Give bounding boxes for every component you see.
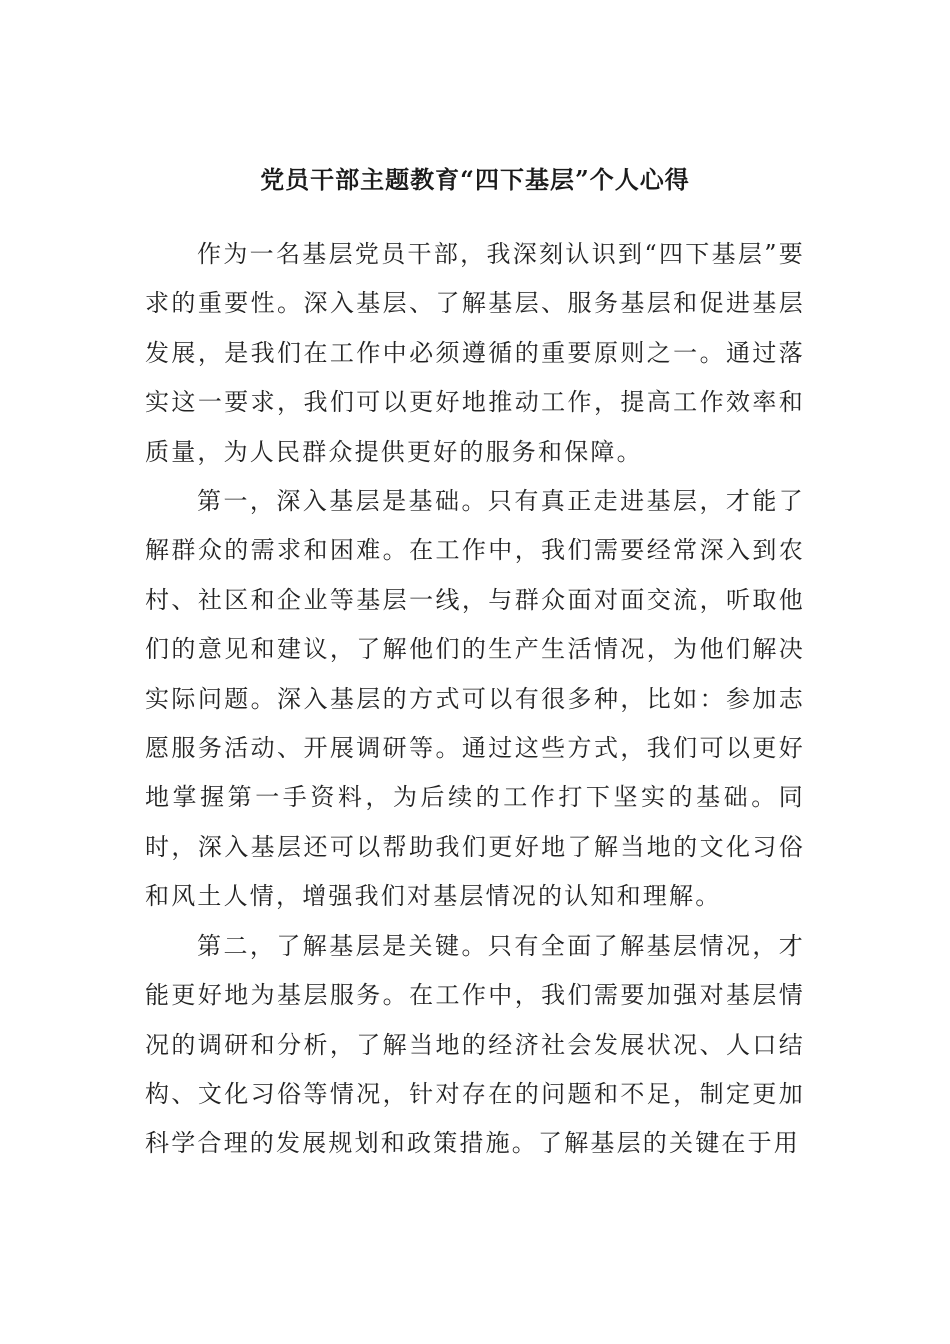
paragraph-intro: 作为一名基层党员干部，我深刻认识到“四下基层”要求的重要性。深入基层、了解基层、服务基层和促进基层发展，是我们在工作中必须遵循的重要原则之一。通过落实这一要求，我们可以更好地推动工作，提高工作效率和质量，为人民群众提供更好的服务和保障。	[145, 240, 805, 466]
document-body	[145, 230, 805, 1169]
paragraph-second-point: 第二，了解基层是关键。只有全面了解基层情况，才能更好地为基层服务。在工作中，我们需要加强对基层情况的调研和分析，了解当地的经济社会发展状况、人口结构、文化习俗等情况，针对存在的问题和不足，制定更加科学合理的发展规划和政策措施。了解基层的关键在于用	[145, 931, 805, 1158]
document-title: 党员干部主题教育“四下基层”个人心得	[260, 165, 690, 194]
paragraph-first-point: 第一，深入基层是基础。只有真正走进基层，才能了解群众的需求和困难。在工作中，我们需要经常深入到农村、社区和企业等基层一线，与群众面对面交流，听取他们的意见和建议，了解他们的生产生活情况，为他们解决实际问题。深入基层的方式可以有很多种，比如：参加志愿服务活动、开展调研等。通过这些方式，我们可以更好地掌握第一手资料，为后续的工作打下坚实的基础。同时，深入基层还可以帮助我们更好地了解当地的文化习俗和风土人情，增强我们对基层情况的认知和理解。	[145, 487, 805, 911]
